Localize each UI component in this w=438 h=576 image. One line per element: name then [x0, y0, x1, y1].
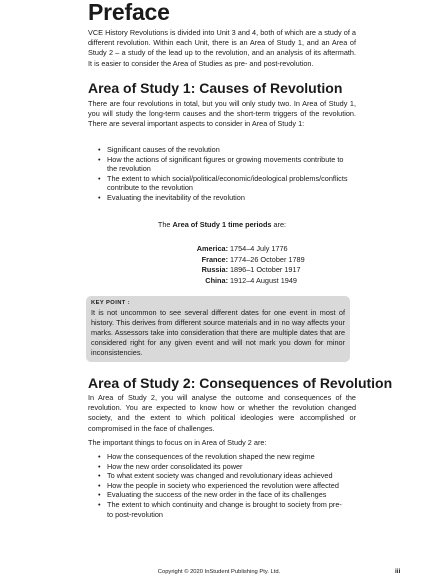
time-period-row: [88, 244, 356, 255]
copyright-footer: Copyright © 2020 InStudent Publishing Pty. Ltd.: [157, 569, 281, 575]
list-item: • How the actions of significant figures or growing movements contribute to the revolution: [98, 155, 348, 174]
list-item: • The extent to which social/political/economic/ideological problems/conflicts contribute to the revolution: [98, 174, 348, 193]
intro-paragraph: VCE History Revolutions is divided into Unit 3 and 4, both of which are a study of a different revolution. Within each Unit, there is an Area of Study 1, and an Area of Study 2 – a study of the lead up to the revolution, and an analysis of its aftermath. It is easier to consider the Area of Studies as pre- and post-revolution.: [88, 28, 356, 68]
aos2-heading: Area of Study 2: Consequences of Revolution: [88, 375, 393, 391]
list-item: • How the new order consolidated its power: [98, 462, 348, 472]
list-item: • Evaluating the inevitability of the revolution: [98, 193, 348, 203]
time-periods-list: [88, 244, 356, 286]
key-point-label: KEY POINT :: [91, 300, 131, 306]
period-dates: 1754–4 July 1776: [230, 244, 288, 253]
page-number: iii: [395, 568, 401, 575]
list-item: • The extent to which continuity and change is brought to society from pre- to post-revolution: [98, 500, 348, 519]
aos2-bullet-list: [98, 452, 348, 519]
country-label: America:: [196, 244, 228, 253]
key-point-box: [86, 296, 350, 362]
time-period-row: [88, 265, 356, 276]
period-dates: 1896–1 October 1917: [230, 265, 301, 274]
period-dates: 1774–26 October 1789: [230, 254, 305, 264]
page-title: Preface: [88, 0, 170, 25]
time-period-row: [88, 276, 356, 287]
list-item: • Significant causes of the revolution: [98, 145, 348, 155]
list-item: • How the people in society who experienced the revolution were affected: [98, 481, 348, 491]
time-period-row: [88, 255, 356, 266]
aos1-bullet-list: [98, 145, 348, 203]
country-label: China:: [205, 275, 228, 285]
aos1-paragraph: There are four revolutions in total, but you will only study two. In Area of Study 1, you will study the long-term causes and the short-term triggers of the revolution. There are several important aspects to consider in Area of Study 1:: [88, 99, 356, 129]
country-label: France:: [201, 254, 228, 264]
aos2-paragraph: In Area of Study 2, you will analyse the outcome and consequences of the revolution. You are expected to know how or whether the revolution changed society, and the extent to which political ideologies were accomplished or compromised in the face of challenges.: [88, 393, 356, 433]
aos2-paragraph-2: The important things to focus on in Area of Study 2 are:: [88, 438, 267, 447]
list-item: • Evaluating the success of the new order in the face of its challenges: [98, 490, 348, 500]
country-label: Russia:: [201, 265, 228, 274]
list-item: • How the consequences of the revolution shaped the new regime: [98, 452, 348, 462]
aos1-heading: Area of Study 1: Causes of Revolution: [88, 80, 343, 96]
list-item: • To what extent society was changed and revolutionary ideas achieved: [98, 471, 348, 481]
period-dates: 1912–4 August 1949: [230, 275, 297, 285]
time-periods-intro: The Area of Study 1 time periods are:: [157, 220, 287, 229]
key-point-text: It is not uncommon to see several different dates for one event in most of history. This derives from different source materials and in no way affects your marks. Assessors take into consideration that there are multiple dates that are considered right for any given event and will not mark you down for minor inconsistencies.: [91, 308, 345, 357]
